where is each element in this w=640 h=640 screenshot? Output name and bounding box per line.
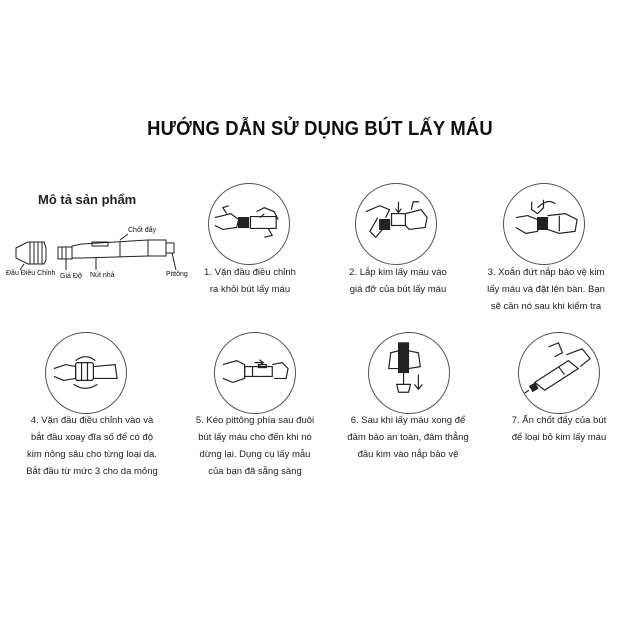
step-2-caption: 2. Lắp kim lấy máu vào giá đỡ của bút lấy máu <box>349 267 447 295</box>
step-4-illustration <box>45 332 127 414</box>
step-2-illustration <box>355 183 437 265</box>
page-title: HƯỚNG DẪN SỬ DỤNG BÚT LẤY MÁU <box>147 118 493 140</box>
unscrew-cap-icon <box>209 184 288 263</box>
step-3-caption: 3. Xoắn đứt nắp bảo vệ kim lấy máu và đặt lên bàn. Bạn sẽ cần nó sau khi kiểm tra <box>487 267 605 312</box>
label-gia-do: Giá Đỡ <box>60 273 83 280</box>
step-5-illustration <box>214 332 296 414</box>
step-6-illustration <box>368 332 450 414</box>
step-4-caption: 4. Vặn đầu điều chỉnh vào và bắt đầu xoay đĩa số để có độ kim nông sâu cho từng loại da. Bắt đầu từ mức 3 cho da mỏng <box>26 415 158 477</box>
eject-lancet-icon <box>519 333 598 412</box>
step-3-illustration <box>503 183 585 265</box>
step-1-illustration <box>208 183 290 265</box>
lancing-device-diagram <box>0 218 200 288</box>
label-chot-day: Chốt đẩy <box>128 227 157 234</box>
label-nut-nha: Nút nhả <box>90 272 115 279</box>
twist-cap-icon <box>504 184 583 263</box>
adjust-depth-icon <box>46 333 125 412</box>
product-description-heading: Mô tả sản phẩm <box>38 192 137 207</box>
step-5-caption: 5. Kéo pittông phía sau đuôi bút lấy máu cho đến khi nó dừng lại. Dụng cụ lấy mẫu của bạn đã sẵng sàng <box>195 415 315 477</box>
recap-needle-icon <box>369 333 448 412</box>
pull-plunger-icon <box>215 333 294 412</box>
insert-lancet-icon <box>356 184 435 263</box>
step-6-caption: 6. Sau khi lấy máu xong để đảm bảo an toàn, đâm thẳng đầu kim vào nắp bảo vệ <box>347 415 469 460</box>
label-pittong: Pittông <box>166 271 188 278</box>
step-7-caption: 7. Ấn chốt đẩy của bút để loại bỏ kim lấy máu <box>511 415 607 443</box>
step-1-caption: 1. Vặn đầu điều chỉnh ra khỏi bút lấy máu <box>204 267 296 295</box>
label-dau-dieu-chinh: Đầu Điều Chỉnh <box>6 270 56 277</box>
step-7-illustration <box>518 332 600 414</box>
